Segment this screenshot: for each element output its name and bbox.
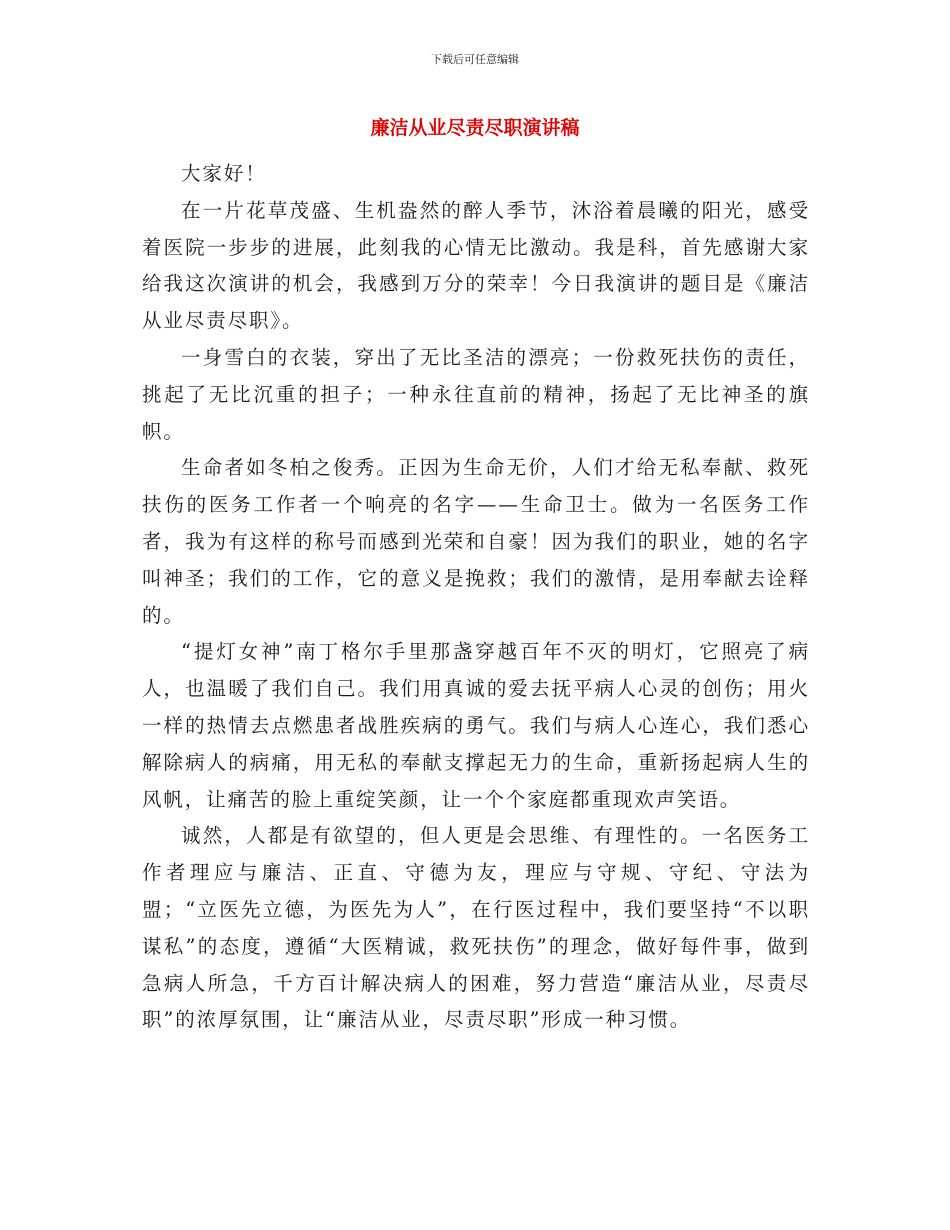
integrity-paragraph: 诚然，人都是有欲望的，但人更是会思维、有理性的。一名医务工作者理应与廉洁、正直、守德为友，理应与守规、守纪、守法为盟；“立医先立德，为医先为人”，在行医过程中，我们要坚持“不以职谋私”的态度，遵循“大医精诚，救死扶伤”的理念，做好每件事，做到急病人所急，千方百计解决病人的困难，努力营造“廉洁从业，尽责尽职”的浓厚氛围，让“廉洁从业，尽责尽职”形成一种习惯。 <box>142 824 810 1032</box>
nightingale-paragraph: “提灯女神”南丁格尔手里那盏穿越百年不灭的明灯，它照亮了病人，也温暖了我们自己。我们用真诚的爱去抚平病人心灵的创伤；用火一样的热情去点燃患者战胜疾病的勇气。我们与病人心连心，我们悉心解除病人的病痛，用无私的奉献支撑起无力的生命，重新扬起病人生的风帆，让痛苦的脸上重绽笑颜，让一个个家庭都重现欢声笑语。 <box>142 640 810 811</box>
page-header-note: 下载后可任意编辑 <box>431 53 519 66</box>
life-guardian-paragraph: 生命者如冬柏之俊秀。正因为生命无价，人们才给无私奉献、救死扶伤的医务工作者一个响亮的名字——生命卫士。做为一名医务工作者，我为有这样的称号而感到光荣和自豪！因为我们的职业，她的名字叫神圣；我们的工作，它的意义是挽救；我们的激情，是用奉献去诠释的。 <box>142 456 810 627</box>
greeting-paragraph: 大家好！ <box>181 162 267 185</box>
opening-paragraph: 在一片花草茂盛、生机盎然的醉人季节，沐浴着晨曦的阳光，感受着医院一步步的进展，此刻我的心情无比激动。我是科，首先感谢大家给我这次演讲的机会，我感到万分的荣幸！今日我演讲的题目是《廉洁从业尽责尽职》。 <box>142 198 810 333</box>
document-title: 廉洁从业尽责尽职演讲稿 <box>370 117 580 139</box>
document-body <box>142 156 810 1039</box>
uniform-paragraph: 一身雪白的衣装，穿出了无比圣洁的漂亮；一份救死扶伤的责任，挑起了无比沉重的担子；一种永往直前的精神，扬起了无比神圣的旗帜。 <box>142 345 810 443</box>
